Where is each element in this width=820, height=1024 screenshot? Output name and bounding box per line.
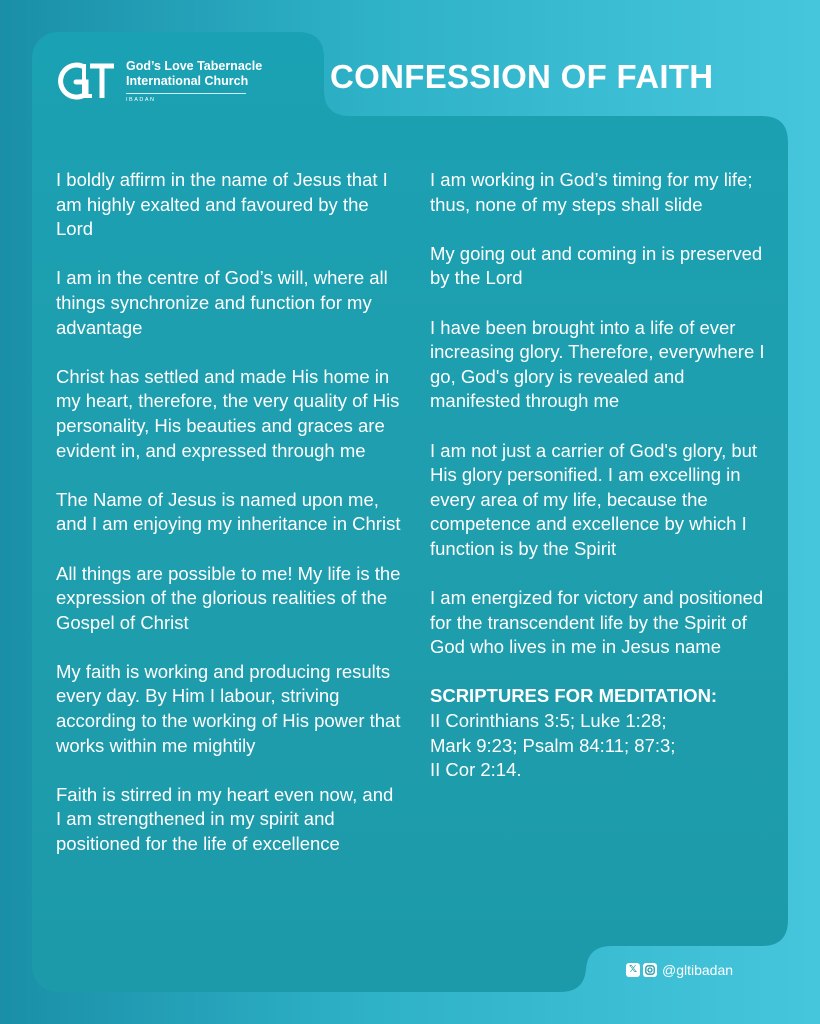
confession-paragraph: I am energized for victory and positioned for the transcendent life by the Spirit of God who lives in me in Jesus name bbox=[430, 587, 764, 658]
confession-paragraph: My going out and coming in is preserved by the Lord bbox=[430, 242, 763, 289]
scripture-reference: II Cor 2:14. bbox=[430, 759, 522, 781]
scripture-reference: Mark 9:23; Psalm 84:11; 87:3; bbox=[430, 734, 676, 756]
scriptures-heading: SCRIPTURES FOR MEDITATION: bbox=[430, 685, 718, 707]
confession-paragraph: My faith is working and producing results every day. By Him I labour, striving according to the working of His power that works within me mightily bbox=[56, 660, 401, 756]
org-name-line2: International Church bbox=[126, 74, 249, 88]
instagram-icon[interactable] bbox=[643, 963, 657, 977]
confession-paragraph: I am not just a carrier of God's glory, but His glory personified. I am excelling in every area of my life, because the competence and excellence by which I function is by the Spirit bbox=[430, 439, 758, 559]
left-confessions bbox=[56, 168, 401, 881]
org-name-line1: God’s Love Tabernacle bbox=[126, 59, 263, 73]
confession-paragraph: Christ has settled and made His home in my heart, therefore, the very quality of His personality, His beauties and graces are evident in, and expressed through me bbox=[56, 365, 400, 461]
page-title: CONFESSION OF FAITH bbox=[330, 58, 714, 95]
confession-paragraph: I am working in God’s timing for my life; thus, none of my steps shall slide bbox=[430, 169, 753, 215]
right-confessions bbox=[430, 168, 765, 783]
confession-paragraph: Faith is stirred in my heart even now, and I am strengthened in my spirit and positioned for the life of excellence bbox=[56, 783, 394, 855]
social-handle bbox=[626, 962, 733, 978]
x-icon[interactable]: 𝕏 bbox=[626, 963, 640, 977]
confession-paragraph: The Name of Jesus is named upon me, and I am enjoying my inheritance in Christ bbox=[56, 488, 401, 535]
church-logo bbox=[56, 58, 262, 104]
confession-paragraph: All things are possible to me! My life is the expression of the glorious realities of the Gospel of Christ bbox=[56, 562, 401, 633]
scriptures-section bbox=[430, 684, 765, 782]
scripture-reference: II Corinthians 3:5; Luke 1:28; bbox=[430, 710, 667, 732]
glt-monogram-icon bbox=[56, 58, 116, 104]
confession-paragraph: I boldly affirm in the name of Jesus that I am highly exalted and favoured by the Lord bbox=[56, 169, 388, 240]
confession-paragraph: I am in the centre of God’s will, where all things synchronize and function for my advantage bbox=[56, 267, 388, 338]
org-city: IBADAN bbox=[126, 93, 246, 103]
social-handle-text[interactable]: @gltibadan bbox=[662, 962, 734, 978]
confession-paragraph: I have been brought into a life of ever increasing glory. Therefore, everywhere I go, God's glory is revealed and manifested through me bbox=[430, 316, 765, 412]
